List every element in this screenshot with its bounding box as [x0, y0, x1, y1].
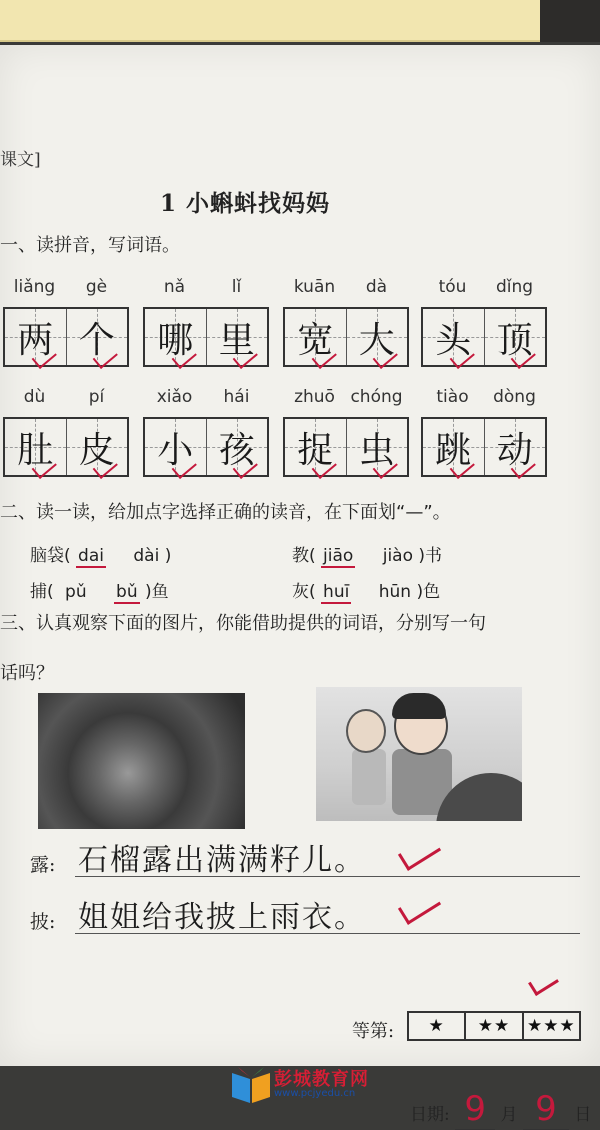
pinyin-pair [3, 387, 128, 407]
pinyin-syllable: chóng [350, 387, 403, 407]
reading-suffix: )鱼 [145, 582, 169, 602]
reading-option-b: jiào [382, 546, 413, 566]
writing-box [143, 417, 269, 477]
answer-line-1 [75, 876, 580, 877]
writing-box [3, 417, 129, 477]
child-figure [352, 749, 386, 805]
book-logo-icon [230, 1063, 272, 1105]
writing-cell [145, 309, 206, 365]
month-field [455, 1089, 495, 1130]
handwritten-character: 虫 [358, 429, 395, 471]
site-logo-url: www.pcjyedu.cn [274, 1088, 356, 1099]
reading-item-1 [30, 541, 171, 566]
lesson-title: 1 小蝌蚪找妈妈 [160, 190, 331, 217]
month-value: 9 [464, 1089, 486, 1129]
reading-option-b: bǔ [116, 582, 138, 602]
writing-cell [145, 419, 206, 475]
writing-box [283, 417, 409, 477]
writing-cell [5, 309, 66, 365]
pinyin-syllable: pí [88, 387, 105, 407]
question-1-prompt: 一、读拼音，写词语。 [0, 235, 180, 256]
pinyin-syllable: lǐ [231, 277, 242, 297]
handwritten-character: 动 [496, 429, 533, 471]
section-label: 课文] [0, 150, 41, 170]
pomegranate-photo [38, 693, 245, 829]
writing-cell [285, 309, 346, 365]
sentence-word-1: 露: [30, 854, 56, 876]
pinyin-pair [3, 277, 128, 297]
reading-option-a: pǔ [65, 582, 87, 602]
handwritten-character: 个 [78, 319, 115, 361]
reading-word: 脑袋( [30, 546, 71, 566]
date-label: 日期: [410, 1105, 450, 1125]
writing-cell [5, 419, 66, 475]
reading-option-a: jiāo [323, 546, 354, 566]
worksheet-page [0, 45, 600, 1129]
pinyin-syllable: xiǎo [156, 387, 193, 407]
reading-option-b: dài [133, 546, 160, 566]
handwritten-character: 两 [17, 319, 54, 361]
reading-word: 捕( [30, 582, 54, 602]
pinyin-syllable: gè [85, 277, 108, 297]
reading-suffix: )色 [416, 582, 441, 602]
writing-box [421, 417, 547, 477]
writing-cell [484, 309, 546, 365]
handwritten-character: 皮 [78, 429, 115, 471]
pinyin-pair [143, 387, 268, 407]
question-3-prompt-cont: 话吗？ [0, 663, 54, 684]
reading-item-3 [30, 577, 169, 602]
handwritten-character: 肚 [17, 429, 54, 471]
pinyin-syllable: tóu [438, 277, 467, 297]
handwritten-character: 跳 [435, 429, 472, 471]
pinyin-syllable: dà [365, 277, 388, 297]
reading-suffix: ) [164, 546, 172, 566]
pinyin-syllable: dù [23, 387, 46, 407]
pinyin-pair [421, 277, 546, 297]
reading-option-b: hūn [378, 582, 412, 602]
writing-cell [206, 309, 268, 365]
sentence-word-2: 披: [30, 911, 56, 933]
child-head [346, 709, 386, 753]
pinyin-syllable: tiào [436, 387, 469, 407]
grade-box [407, 1011, 581, 1041]
reading-option-a: dai [78, 546, 104, 566]
reading-option-a: huī [323, 582, 350, 602]
writing-cell [206, 419, 268, 475]
handwritten-character: 哪 [157, 319, 194, 361]
reading-item-4 [292, 577, 440, 602]
handwritten-character: 孩 [218, 429, 255, 471]
writing-cell [285, 419, 346, 475]
day-value: 9 [535, 1089, 557, 1129]
handwritten-character: 宽 [297, 319, 334, 361]
grade-three-stars: ★★★ [522, 1013, 579, 1039]
pinyin-pair [421, 387, 546, 407]
reading-item-2 [292, 541, 442, 566]
check-mark-icon [398, 888, 441, 925]
grade-one-star: ★ [428, 1016, 445, 1036]
handwritten-character: 大 [358, 319, 395, 361]
handwritten-character: 头 [435, 319, 472, 361]
sister-hair [392, 693, 446, 719]
pinyin-syllable: hái [223, 387, 250, 407]
pinyin-syllable: nǎ [163, 277, 186, 297]
pinyin-pair [283, 277, 408, 297]
handwritten-character: 顶 [496, 319, 533, 361]
writing-box [143, 307, 269, 367]
writing-cell [66, 309, 128, 365]
writing-cell [484, 419, 546, 475]
question-3-prompt: 三、认真观察下面的图片，你能借助提供的词语，分别写一句 [0, 613, 486, 634]
writing-cell [423, 309, 484, 365]
month-label: 月 [500, 1105, 518, 1125]
writing-cell [346, 419, 408, 475]
handwritten-character: 捉 [297, 429, 334, 471]
date-row [410, 1089, 591, 1130]
answer-line-2 [75, 933, 580, 934]
sentence-answer-2: 姐姐给我披上雨衣。 [78, 900, 366, 935]
day-label: 日 [574, 1105, 592, 1125]
handwritten-character: 里 [218, 319, 255, 361]
grade-two-stars: ★★ [464, 1013, 521, 1039]
pinyin-syllable: kuān [293, 277, 336, 297]
pinyin-syllable: zhuō [294, 387, 335, 407]
writing-box [421, 307, 547, 367]
site-logo-text: 彭城教育网 [274, 1069, 369, 1090]
handwritten-character: 小 [157, 429, 194, 471]
reading-word: 灰( [292, 582, 316, 602]
reading-suffix: )书 [418, 546, 443, 566]
grade-check-icon [528, 969, 559, 996]
raincoat-illustration [316, 687, 522, 821]
pinyin-pair [283, 387, 408, 407]
writing-box [3, 307, 129, 367]
day-field [523, 1089, 569, 1130]
pinyin-syllable: liǎng [13, 277, 56, 297]
check-mark-icon [398, 834, 441, 871]
pinyin-pair [143, 277, 268, 297]
writing-box [283, 307, 409, 367]
plastic-folder-edge [0, 0, 540, 42]
grade-label: 等第: [352, 1021, 395, 1042]
question-2-prompt: 二、读一读，给加点字选择正确的读音，在下面划“—”。 [0, 502, 451, 523]
pinyin-syllable: dǐng [495, 277, 534, 297]
writing-cell [423, 419, 484, 475]
reading-word: 教( [292, 546, 316, 566]
sentence-answer-1: 石榴露出满满籽儿。 [78, 843, 366, 878]
writing-cell [66, 419, 128, 475]
pinyin-syllable: dòng [493, 387, 536, 407]
writing-cell [346, 309, 408, 365]
